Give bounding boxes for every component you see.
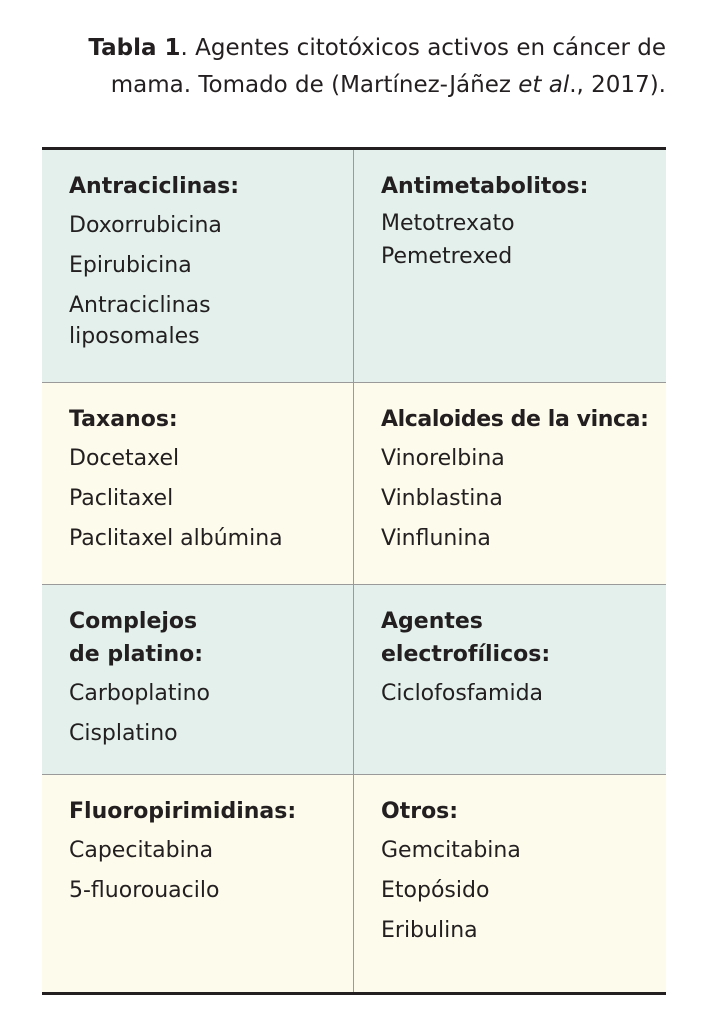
cell-item: Epirubicina: [69, 253, 192, 278]
cell-item: 5-fluorouacilo: [69, 878, 220, 903]
cell-item: Pemetrexed: [381, 244, 513, 269]
cell-item: Vinorelbina: [381, 446, 505, 471]
cell-heading: Agentes electrofílicos:: [381, 609, 551, 667]
table-cell: [42, 775, 354, 992]
cell-item: Vinblastina: [381, 486, 503, 511]
table-row: [42, 382, 666, 584]
table-cell: [42, 585, 354, 774]
agents-table: [42, 147, 666, 995]
cell-item: Carboplatino: [69, 681, 211, 706]
cell-item: Antraciclinas liposomales: [69, 293, 211, 349]
cell-item: Ciclofosfamida: [381, 681, 544, 706]
cell-item: Etopósido: [381, 878, 490, 903]
cell-heading: Fluoropirimidinas:: [69, 799, 297, 824]
table-cell: [42, 383, 354, 584]
cell-heading: Antraciclinas:: [69, 174, 240, 199]
table-cell: [354, 383, 666, 584]
caption-text-part1: . Agentes citotóxicos activos en cáncer de mama. Tomado de (Martínez-Jáñez: [110, 35, 666, 98]
table-row: [42, 150, 666, 382]
cell-heading: Taxanos:: [69, 407, 178, 432]
cell-item: Cisplatino: [69, 721, 178, 746]
caption-label: Tabla 1: [88, 35, 181, 61]
cell-heading: Alcaloides de la vinca:: [381, 407, 649, 432]
cell-item: Paclitaxel: [69, 486, 174, 511]
cell-item: Capecitabina: [69, 838, 214, 863]
caption-text-part2: ., 2017).: [569, 72, 666, 98]
table-cell: [354, 150, 666, 382]
cell-heading: Otros:: [381, 799, 459, 824]
caption-italic: et al: [518, 72, 570, 98]
cell-item: Vinflunina: [381, 526, 491, 551]
cell-item: Eribulina: [381, 918, 478, 943]
cell-item: Metotrexato: [381, 211, 515, 236]
cell-item: Gemcitabina: [381, 838, 521, 863]
table-cell: [354, 775, 666, 992]
cell-heading: Antimetabolitos:: [381, 174, 589, 199]
table-row: [42, 584, 666, 774]
table-cell: [42, 150, 354, 382]
table-cell: [354, 585, 666, 774]
cell-item: Docetaxel: [69, 446, 180, 471]
cell-item: Paclitaxel albúmina: [69, 526, 283, 551]
cell-item: Doxorrubicina: [69, 213, 222, 238]
cell-heading: Complejos de platino:: [69, 609, 204, 667]
table-caption: [46, 30, 666, 104]
table-row: [42, 774, 666, 992]
